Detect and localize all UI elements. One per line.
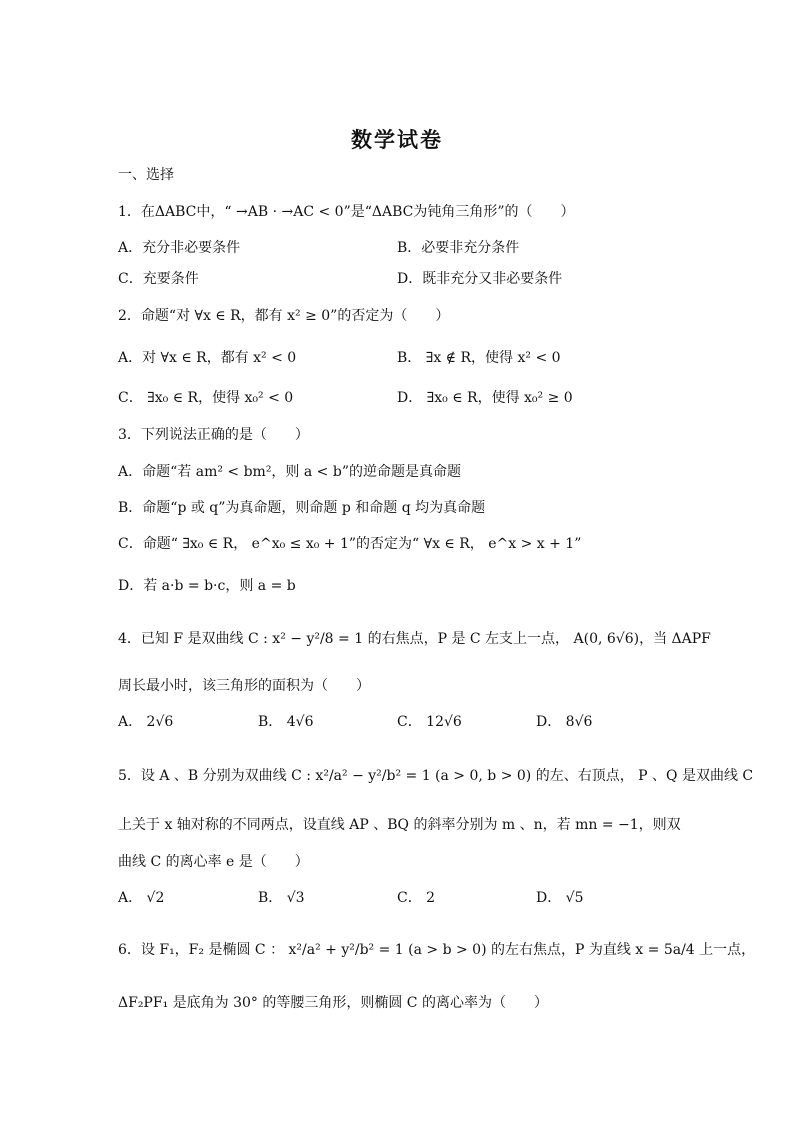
question-5-stem-line-1: 5．设 A 、B 分别为双曲线 C : x²/a² − y²/b² = 1 (a > 0, b > 0) 的左、右顶点， P 、Q 是双曲线 C — [118, 768, 754, 784]
question-2-option-c: C． ∃x₀ ∈ R，使得 x₀² < 0 — [118, 390, 294, 406]
question-5-option-b: B． √3 — [258, 890, 305, 906]
question-5-option-d: D． √5 — [536, 890, 584, 906]
page-title: 数学试卷 — [351, 127, 443, 152]
section-heading: 一、选择 — [118, 167, 174, 183]
question-5-option-a: A． √2 — [118, 890, 165, 906]
question-1-option-c: C．充要条件 — [118, 271, 199, 287]
question-2-option-d: D． ∃x₀ ∈ R，使得 x₀² ≥ 0 — [397, 390, 573, 406]
question-3-option-a: A．命题“若 am² < bm²，则 a < b”的逆命题是真命题 — [118, 464, 461, 480]
question-6-stem-line-2: ΔF₂PF₁ 是底角为 30° 的等腰三角形，则椭圆 C 的离心率为（ ） — [118, 995, 548, 1011]
question-4-stem-line-2: 周长最小时，该三角形的面积为（ ） — [118, 678, 370, 694]
question-6-stem-line-1: 6．设 F₁，F₂ 是椭圆 C ： x²/a² + y²/b² = 1 (a > b > 0) 的左右焦点，P 为直线 x = 5a/4 上一点， — [118, 942, 756, 958]
question-2-stem: 2．命题“对 ∀x ∈ R，都有 x² ≥ 0”的否定为（ ） — [118, 308, 450, 324]
question-1-option-b: B．必要非充分条件 — [397, 240, 520, 256]
question-5-option-c: C． 2 — [397, 890, 436, 906]
question-4-option-d: D． 8√6 — [536, 714, 593, 730]
question-4-option-c: C． 12√6 — [397, 714, 462, 730]
question-1-stem: 1．在ΔABC中，“ →AB · →AC < 0”是“ΔABC为钝角三角形”的（ ） — [118, 204, 575, 220]
question-3-option-d: D．若 a·b = b·c，则 a = b — [118, 578, 296, 594]
question-1-option-d: D．既非充分又非必要条件 — [397, 271, 563, 287]
question-4-option-b: B． 4√6 — [258, 714, 314, 730]
question-3-option-b: B．命题“p 或 q”为真命题，则命题 p 和命题 q 均为真命题 — [118, 500, 486, 516]
question-3-option-c: C．命题“ ∃x₀ ∈ R， e^x₀ ≤ x₀ + 1”的否定为“ ∀x ∈ R， e^x > x + 1” — [118, 536, 582, 552]
question-5-stem-line-2: 上关于 x 轴对称的不同两点，设直线 AP 、BQ 的斜率分别为 m 、n，若 mn = −1，则双 — [118, 817, 681, 833]
question-4-option-a: A． 2√6 — [118, 714, 174, 730]
question-2-option-a: A．对 ∀x ∈ R，都有 x² < 0 — [118, 350, 297, 366]
question-1-option-a: A．充分非必要条件 — [118, 240, 241, 256]
question-3-stem: 3．下列说法正确的是（ ） — [118, 427, 309, 443]
question-4-stem-line-1: 4．已知 F 是双曲线 C : x² − y²/8 = 1 的右焦点，P 是 C 左支上一点， A(0, 6√6)，当 ΔAPF — [118, 631, 711, 647]
question-2-option-b: B． ∃x ∉ R，使得 x² < 0 — [397, 350, 561, 366]
question-5-stem-line-3: 曲线 C 的离心率 e 是（ ） — [118, 854, 309, 870]
